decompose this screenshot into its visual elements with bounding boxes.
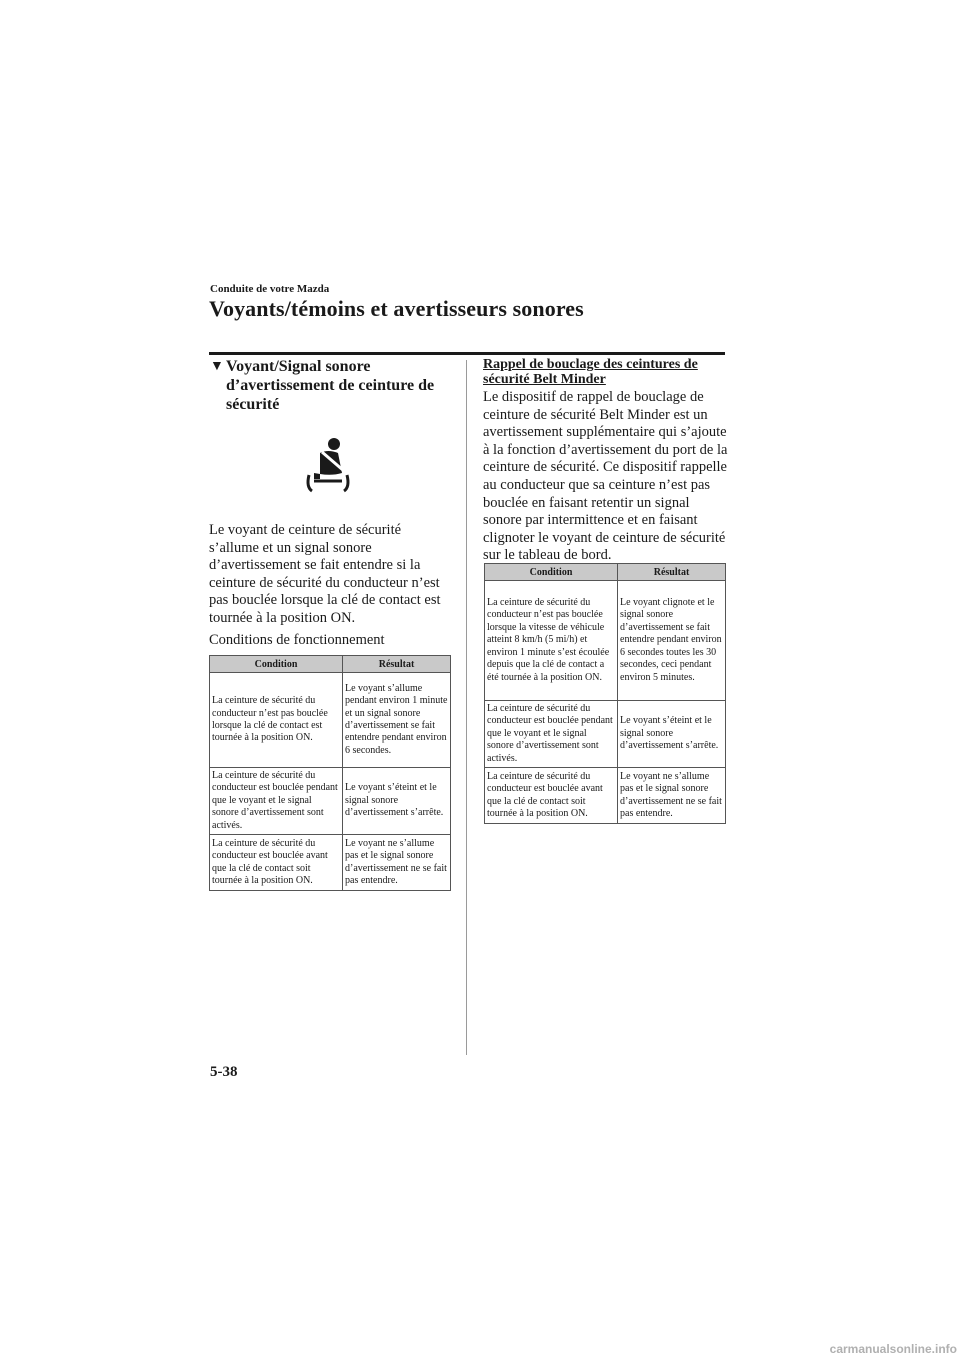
table-cell: Le voyant clignote et le signal sonore d’avertissement se fait entendre pendant environ 6 secondes toutes les 30 secondes, ceci pendant environ 5 minutes. xyxy=(618,581,726,701)
column-header-result: Résultat xyxy=(618,564,726,581)
table-row xyxy=(485,768,726,824)
table-cell: La ceinture de sécurité du conducteur est bouclée pendant que le voyant et le signal sonore d’avertissement sont activés. xyxy=(210,768,343,835)
left-paragraph: Le voyant de ceinture de sécurité s’allume et un signal sonore d’avertissement se fait entendre si la ceinture de sécurité du conducteur n’est pas bouclée lorsque la clé de contact est tournée à la position ON. xyxy=(209,522,441,626)
table-cell: La ceinture de sécurité du conducteur n’est pas bouclée lorsque la clé de contact est tournée à la position ON. xyxy=(210,673,343,768)
table-cell: La ceinture de sécurité du conducteur n’est pas bouclée lorsque la vitesse de véhicule atteint 8 km/h (5 mi/h) et environ 1 minute s’est écoulée depuis que la clé de contact a été tournée à la position ON. xyxy=(485,581,618,701)
table-row xyxy=(485,701,726,768)
watermark-footer: carmanualsonline.info xyxy=(829,1342,957,1356)
column-header-condition: Condition xyxy=(485,564,618,581)
table-row xyxy=(210,768,451,835)
table-header-row xyxy=(210,656,451,673)
left-condition-table xyxy=(209,655,451,891)
table-cell: La ceinture de sécurité du conducteur est bouclée avant que la clé de contact soit tournée à la position ON. xyxy=(210,835,343,891)
page-title: Voyants/témoins et avertisseurs sonores xyxy=(209,296,584,321)
table-header-row xyxy=(485,564,726,581)
section-heading-text: Voyant/Signal sonore d’avertissement de ceinture de sécurité xyxy=(226,358,435,413)
table-cell: Le voyant s’éteint et le signal sonore d’avertissement s’arrête. xyxy=(618,701,726,768)
column-header-condition: Condition xyxy=(210,656,343,673)
table-row xyxy=(210,835,451,891)
section-heading-seatbelt-warning xyxy=(210,357,450,414)
table-cell: Le voyant s’éteint et le signal sonore d’avertissement s’arrête. xyxy=(343,768,451,835)
table-cell: Le voyant ne s’allume pas et le signal sonore d’avertissement ne se fait pas entendre. xyxy=(343,835,451,891)
page-number: 5-38 xyxy=(210,1064,238,1080)
column-divider xyxy=(466,360,467,1055)
table-cell: La ceinture de sécurité du conducteur est bouclée avant que la clé de contact soit tournée à la position ON. xyxy=(485,768,618,824)
table-cell: Le voyant ne s’allume pas et le signal sonore d’avertissement ne se fait pas entendre. xyxy=(618,768,726,824)
table-cell: La ceinture de sécurité du conducteur est bouclée pendant que le voyant et le signal sonore d’avertissement sont activés. xyxy=(485,701,618,768)
conditions-label: Conditions de fonctionnement xyxy=(209,632,385,648)
column-header-result: Résultat xyxy=(343,656,451,673)
triangle-bullet-icon: ▼ xyxy=(210,359,224,374)
table-row xyxy=(485,581,726,701)
chapter-label: Conduite de votre Mazda xyxy=(210,283,330,295)
title-rule xyxy=(209,352,725,355)
table-cell: Le voyant s’allume pendant environ 1 minute et un signal sonore d’avertissement se fait entendre pendant environ 6 secondes. xyxy=(343,673,451,768)
right-paragraph: Le dispositif de rappel de bouclage de ceinture de sécurité Belt Minder est un avertissement supplémentaire qui s’ajoute à la fonction d’avertissement du port de la ceinture de sécurité. Ce dispositif rappelle au conducteur que sa ceinture n’est pas bouclée en faisant retentir un signal sonore par intermittence et en faisant clignoter le voyant de ceinture de sécurité sur le tableau de bord. xyxy=(483,389,728,564)
seatbelt-warning-icon xyxy=(304,437,352,493)
table-row xyxy=(210,673,451,768)
right-condition-table xyxy=(484,563,726,824)
section-heading-belt-minder: Rappel de bouclage des ceintures de sécurité Belt Minder xyxy=(483,357,698,387)
